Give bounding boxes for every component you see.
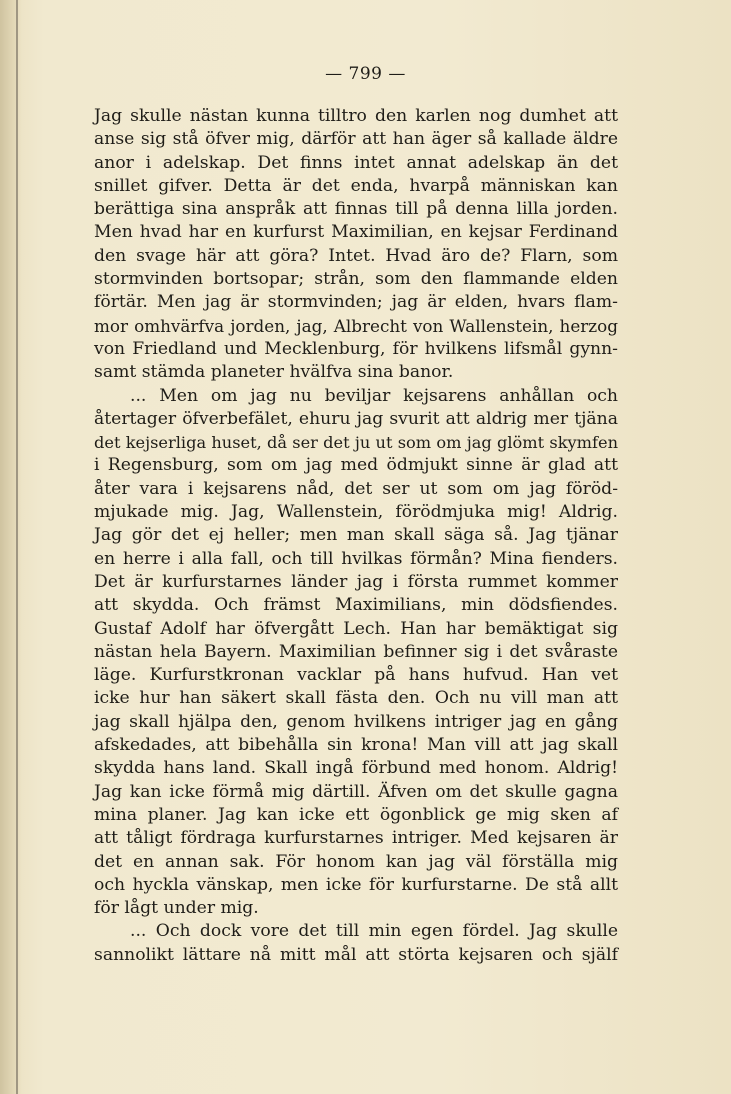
- text-line: Gustaf Adolf har öfvergått Lech. Han har bemäktigat sig: [94, 618, 618, 639]
- text-line: Det är kurfurstarnes länder jag i första rummet kommer: [94, 571, 618, 592]
- text-line: nästan hela Bayern. Maximilian befinner sig i det svåraste: [94, 641, 618, 662]
- text-line: åter vara i kejsarens nåd, det ser ut som om jag föröd-: [94, 478, 618, 499]
- paragraph-first-line: ... Men om jag nu beviljar kejsarens anhållan och: [130, 385, 618, 406]
- page-number: — 799 —: [325, 64, 406, 84]
- binding-edge-line: [16, 0, 18, 1094]
- text-line: en herre i alla fall, och till hvilkas förmån? Mina fienders.: [94, 548, 618, 569]
- text-line: den svage här att göra? Intet. Hvad äro de? Flarn, som: [94, 245, 618, 266]
- text-line: Men hvad har en kurfurst Maximilian, en kejsar Ferdinand: [94, 222, 618, 243]
- text-line: mor omhvärfva jorden, jag, Albrecht von Wallenstein, herzog: [94, 315, 618, 336]
- text-line: jag skall hjälpa den, genom hvilkens intriger jag en gång: [94, 711, 618, 732]
- text-line: stormvinden bortsopar; strån, som den flammande elden: [94, 269, 618, 290]
- text-line: sannolikt lättare nå mitt mål att störta kejsaren och själf: [94, 944, 618, 965]
- paragraph-last-line: samt stämda planeter hvälfva sina banor.: [94, 362, 454, 383]
- text-line: mjukade mig. Jag, Wallenstein, förödmjuka mig! Aldrig.: [94, 502, 618, 523]
- paragraph-first-line: ... Och dock vore det till min egen fördel. Jag skulle: [130, 921, 618, 942]
- text-line: berättiga sina anspråk att finnas till på denna lilla jorden.: [94, 199, 618, 220]
- text-line: snillet gifver. Detta är det enda, hvarpå människan kan: [94, 175, 618, 196]
- text-line: Jag gör det ej heller; men man skall säga så. Jag tjänar: [94, 525, 618, 546]
- text-line: anse sig stå öfver mig, därför att han äger så kallade äldre: [94, 129, 618, 150]
- text-line: i Regensburg, som om jag med ödmjukt sinne är glad att: [94, 455, 618, 476]
- body-text: [94, 105, 618, 967]
- text-line: återtager öfverbefälet, ehuru jag svurit att aldrig mer tjäna: [94, 408, 618, 429]
- text-line: von Friedland und Mecklenburg, för hvilkens lifsmål gynn-: [94, 338, 618, 359]
- text-line: det kejserliga huset, då ser det ju ut som om jag glömt skymfen: [94, 433, 618, 453]
- text-line: mina planer. Jag kan icke ett ögonblick ge mig sken af: [94, 804, 618, 825]
- text-line: Jag skulle nästan kunna tilltro den karlen nog dumhet att: [94, 106, 618, 126]
- text-line: skydda hans land. Skall ingå förbund med honom. Aldrig!: [94, 758, 618, 779]
- text-line: afskedades, att bibehålla sin krona! Man vill att jag skall: [94, 735, 618, 756]
- paragraph-last-line: för lågt under mig.: [94, 898, 259, 919]
- text-line: det en annan sak. För honom kan jag väl förställa mig: [94, 851, 618, 872]
- text-line: och hyckla vänskap, men icke för kurfurstarne. De stå allt: [94, 874, 618, 895]
- text-line: att skydda. Och främst Maximilians, min dödsfiendes.: [94, 595, 618, 616]
- text-line: förtär. Men jag är stormvinden; jag är elden, hvars flam-: [94, 292, 618, 313]
- text-line: läge. Kurfurstkronan vacklar på hans hufvud. Han vet: [94, 665, 618, 686]
- text-line: anor i adelskap. Det finns intet annat adelskap än det: [94, 152, 618, 173]
- page-gutter-shadow: [0, 0, 22, 1094]
- text-line: icke hur han säkert skall fästa den. Och nu vill man att: [94, 688, 618, 709]
- text-line: att tåligt fördraga kurfurstarnes intriger. Med kejsaren är: [94, 828, 618, 849]
- text-line: Jag kan icke förmå mig därtill. Äfven om det skulle gagna: [94, 781, 618, 802]
